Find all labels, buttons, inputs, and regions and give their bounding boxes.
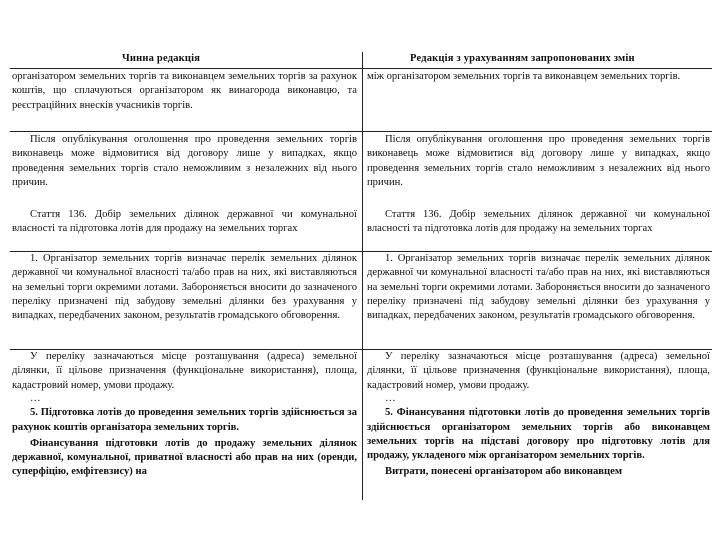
ellipsis: … xyxy=(385,393,396,404)
row2-right-cell: Після опублікування оголошення про проведення земельних торгів виконавець може відмовитися від договору лише у випадках, якщо проведення земельних торгів стало неможливим з незалежних від нього причин. xyxy=(367,134,710,188)
table-header xyxy=(10,52,712,69)
row5-left-cell: У переліку зазначаються місце розташування (адреса) земельної ділянки, її цільове призначення (функціональне використання), площа, кадастровий номер, умови продажу. xyxy=(12,351,357,391)
row6-left-cell xyxy=(12,392,357,480)
row4-left-cell: 1. Організатор земельних торгів визначає перелік земельних ділянок державної чи комунальної власності та/або прав на них, які виставляються на земельні торги окремими лотами. Забороняється вносити до зазначеного переліку призначені під забудову земельні ділянки без урахування у випадках, передбачених законом, результатів громадського обговорення. xyxy=(12,253,357,322)
header-current-edition: Чинна редакція xyxy=(122,53,201,64)
comparison-table xyxy=(10,52,712,500)
row6-right-paragraph-costs: Витрати, понесені організатором або виконавцем xyxy=(385,466,623,478)
row2-left-cell: Після опублікування оголошення про проведення земельних торгів виконавець може відмовитися від договору лише у випадках, якщо проведення земельних торгів стало неможливим з незалежних від нього причин. xyxy=(12,134,357,188)
row-divider xyxy=(10,131,712,132)
row1-right-cell: між організатором земельних торгів та виконавцем земельних торгів. xyxy=(367,71,681,82)
header-proposed-edition: Редакція з урахуванням запропонованих змін xyxy=(410,53,635,64)
column-divider xyxy=(362,52,363,500)
row3-right-article: Стаття 136. Добір земельних ділянок державної чи комунальної власності та підготовка лотів для продажу на земельних торгах xyxy=(367,209,710,235)
row5-right-cell: У переліку зазначаються місце розташування (адреса) земельної ділянки, її цільове призначення (функціональне використання), площа, кадастровий номер, умови продажу. xyxy=(367,351,710,391)
row4-right-cell: 1. Організатор земельних торгів визначає перелік земельних ділянок державної чи комунальної власності та/або прав на них, які виставляються на земельні торги окремими лотами. Забороняється вносити до зазначеного переліку призначені під забудову земельні ділянки без урахування у випадках, передбачених законом, результатів громадського обговорення. xyxy=(367,253,710,322)
row3-left-article: Стаття 136. Добір земельних ділянок державної чи комунальної власності та підготовка лотів для продажу на земельних торгах xyxy=(12,209,357,235)
row6-right-paragraph-bold: 5. Фінансування підготовки лотів до проведення земельних торгів здійснюється організатором земельних торгів або виконавцем земельних торгів на підставі договору про підготовку лотів для продажу, укладеного між організатором земельних торгів. xyxy=(367,407,710,462)
row1-left-cell: організатором земельних торгів та виконавцем земельних торгів за рахунок коштів, що сплачуються організатором як винагорода виконавцю, та реєстраційних внесків учасників торгів. xyxy=(12,71,357,111)
row6-left-paragraph-bold: 5. Підготовка лотів до проведення земельних торгів здійснюється за рахунок коштів організатора земельних торгів. xyxy=(12,407,357,433)
ellipsis: … xyxy=(30,393,41,404)
row6-right-cell xyxy=(367,392,710,480)
row6-left-paragraph-financing: Фінансування підготовки лотів до продажу земельних ділянок державної, комунальної, приватної власності або прав на них (оренди, суперфіцію, емфітевзису) на xyxy=(12,437,357,478)
